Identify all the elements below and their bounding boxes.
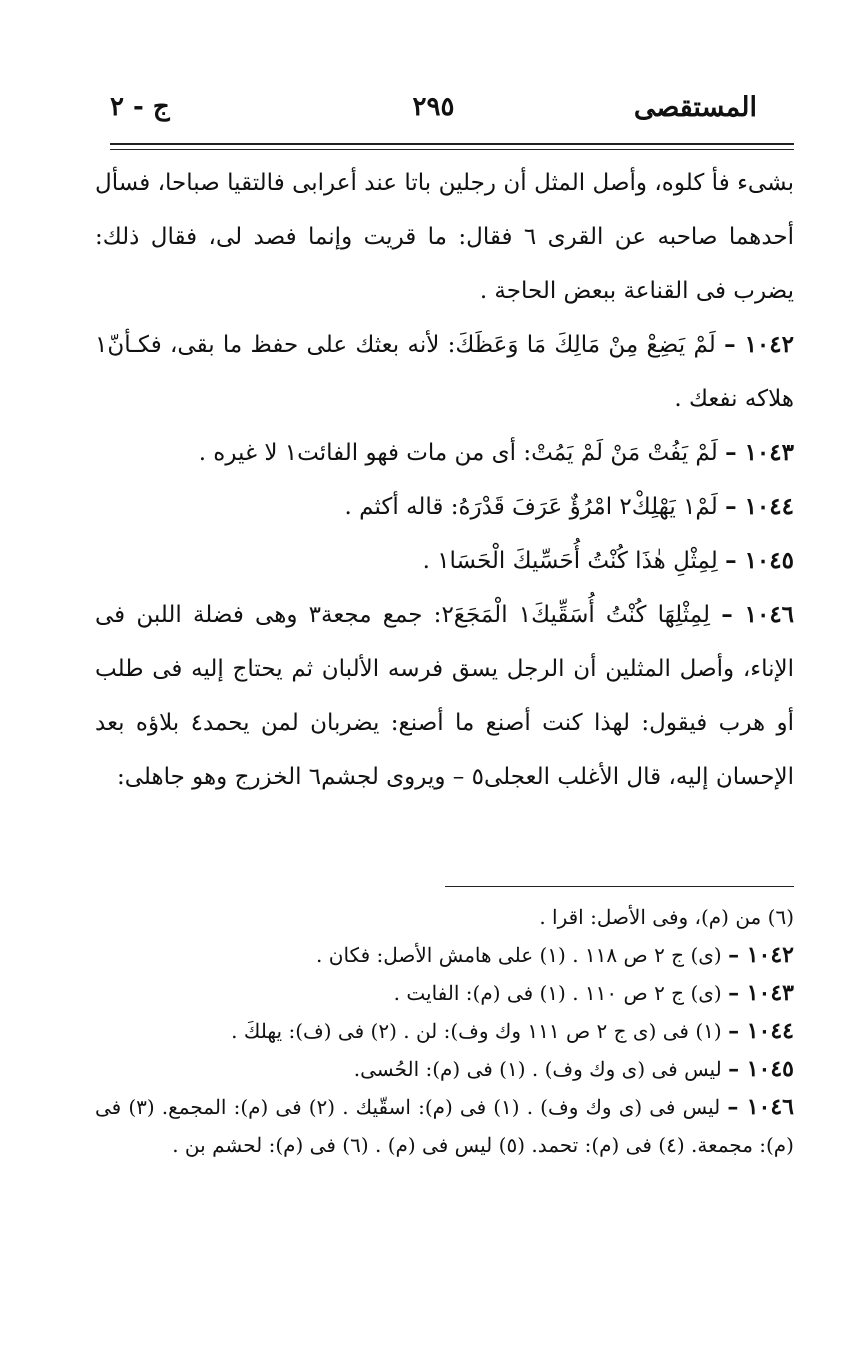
entry-number: ١٠٤٢ – <box>724 331 794 358</box>
entry-number: ١٠٤٦ – <box>721 601 795 628</box>
footnote-number: ١٠٤٣ – <box>728 980 794 1006</box>
footnote <box>95 898 794 936</box>
footnote-text: (ى) ج ٢ ص ١١٨ . (١) على هامش الأصل: فكان . <box>316 943 722 967</box>
footnote-text: (١) فى (ى ج ٢ ص ١١١ وك وف): لن . (٢) فى (ف): يهلكَ . <box>231 1019 722 1043</box>
entry-1046 <box>95 588 794 804</box>
footnote-text: ليس فى (ى وك وف) . (١) فى (م): اسقّيك . (٢) فى (م): المجمع. (٣) فى (م): مجمعة. (٤) فى (م): تحمد. (٥) ليس فى (م) . (٦) فى (م): لحشم بن . <box>95 1095 794 1157</box>
book-title: المستقصى <box>633 92 757 123</box>
footnote-number: ١٠٤٥ – <box>728 1056 794 1082</box>
volume-label: ج - ٢ <box>110 92 170 122</box>
header-rule-thin <box>110 149 794 150</box>
page-number: ٢٩٥ <box>412 92 455 122</box>
entry-number: ١٠٤٤ – <box>725 493 794 520</box>
entry-1042 <box>95 318 794 426</box>
entry-text: لِمِثْلِ هٰذَا كُنْتُ أُحَسِّيكَ الْحَسَا١ . <box>422 548 718 574</box>
footnotes <box>95 898 794 1164</box>
footnote-text: ليس فى (ى وك وف) . (١) فى (م): الحُسى. <box>353 1057 722 1081</box>
footnote-rule <box>445 886 794 887</box>
footnote-text: (٦) من (م)، وفى الأصل: اقرا . <box>539 905 794 929</box>
footnote <box>95 1012 794 1050</box>
footnote-number: ١٠٤٤ – <box>728 1018 794 1044</box>
entry-number: ١٠٤٥ – <box>725 547 794 574</box>
footnote <box>95 1088 794 1164</box>
footnote <box>95 1050 794 1088</box>
page-header <box>110 92 757 138</box>
entry-1043 <box>95 426 794 480</box>
paragraph-text: بشىء فأ كلوه، وأصل المثل أن رجلين باتا عند أعرابى فالتقيا صباحا، فسأل أحدهما صاحبه عن القرى ٦ فقال: ما قريت وإنما فصد لى، فقال ذلك: يضرب فى القناعة ببعض الحاجة . <box>95 170 794 304</box>
footnote-number: ١٠٤٢ – <box>728 942 794 968</box>
footnote-text: (ى) ج ٢ ص ١١٠ . (١) فى (م): الفايت . <box>393 981 722 1005</box>
header-rule <box>110 143 794 145</box>
entry-text: لِمِثْلِهَا كُنْتُ أُسَقِّيكَ١ الْمَجَعَ٢: جمع مجعة٣ وهى فضلة اللبن فى الإناء، وأصل المثلين أن الرجل يسق فرسه الألبان ثم يحتاج إليه فى طلب أو هرب فيقول: لهذا كنت أصنع ما أصنع: يضربان لمن يحمد٤ بلاؤه بعد الإحسان إليه، قال الأغلب العجلى٥ – ويروى لجشم٦ الخزرج وهو جاهلى: <box>95 602 794 790</box>
entry-1044 <box>95 480 794 534</box>
entry-1045 <box>95 534 794 588</box>
footnote-number: ١٠٤٦ – <box>727 1094 794 1120</box>
footnote <box>95 974 794 1012</box>
main-text <box>95 156 794 804</box>
footnote <box>95 936 794 974</box>
entry-number: ١٠٤٣ – <box>725 439 794 466</box>
entry-text: لَمْ يَضِعْ مِنْ مَالِكَ مَا وَعَظَكَ: لأنه بعثك على حفظ ما بقى، فكـأنّ١ هلاكه نفعك . <box>95 332 794 412</box>
entry-text: لَمْ١ يَهْلِكْ٢ امْرُؤٌ عَرَفَ قَدْرَهُ: قاله أكثم . <box>344 494 718 520</box>
entry-text: لَمْ يَفُتْ مَنْ لَمْ يَمُتْ: أى من مات فهو الفائت١ لا غيره . <box>198 440 718 466</box>
paragraph-continuation <box>95 156 794 318</box>
